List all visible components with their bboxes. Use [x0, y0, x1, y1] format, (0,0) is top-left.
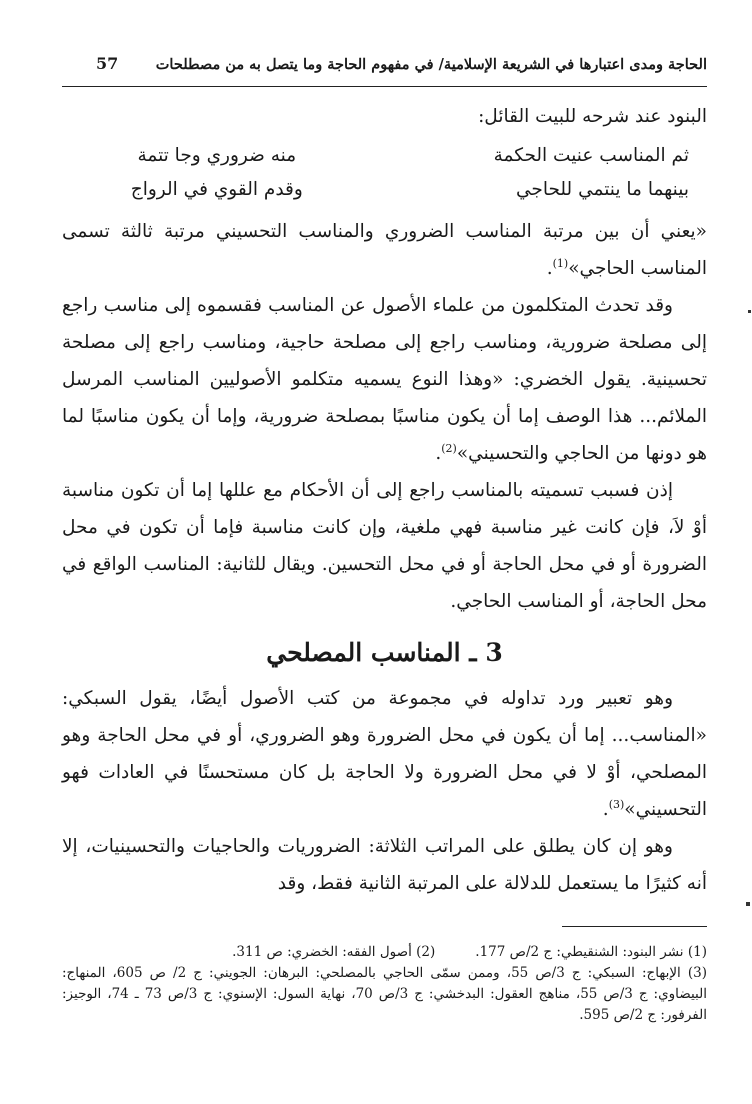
running-title: الحاجة ومدى اعتبارها في الشريعة الإسلامية/ في مفهوم الحاجة وما يتصل به من مصطلحات: [155, 56, 707, 73]
footnote-3: (3) الإبهاج: السبكي: ج 3/ص 55، وممن سمّى الحاجي بالمصلحي: البرهان: الجويني: ج 2/ ص 605، المنهاج: البيضاوي: ج 3/ص 55، مناهج العقول: البدخشي: ج 3/ص 70، نهاية السول: الإسنوي: ج 3/ص 73 ـ 74، الوجيز: الفرفور: ج 2/ص 595.: [62, 965, 707, 1023]
paragraph-text: وهو تعبير ورد تداوله في مجموعة من كتب الأصول أيضًا، يقول السبكي: «المناسب... إما أن يكون في محل الضرورة وهو الضروري، أو في محل الحاجة وهو المصلحي، أوْ لا في محل الضرورة ولا الحاجة بل كان مستحسنًا في العادات فهو التحسيني»: [62, 688, 707, 820]
verse-hemistich-first: ثم المناسب عنيت الحكمة: [493, 145, 689, 166]
footnotes: [62, 942, 707, 1026]
paragraph: [62, 472, 707, 620]
footnote-1: (1) نشر البنود: الشنقيطي: ج 2/ص 177.: [475, 944, 707, 960]
scan-edge-mark: [748, 310, 751, 313]
verse-hemistich-first: بينهما ما ينتمي للحاجي: [516, 179, 689, 200]
paragraph-text: إذن فسبب تسميته بالمناسب راجع إلى أن الأحكام مع عللها إما أن تكون مناسبة أوْ لاَ، فإن كانت غير مناسبة فهي ملغية، وإن كانت مناسبة فإما أن تكون في محل الضرورة أو في محل الحاجة أو في محل التحسين. ويقال للثانية: المناسب الواقع في محل الحاجة، أو المناسب الحاجي.: [62, 480, 707, 612]
verse-line: [62, 173, 707, 207]
verse-line: [62, 139, 707, 173]
paragraph-tail: .: [546, 258, 553, 279]
footnote-separator: [562, 926, 707, 927]
footnote-row: [62, 942, 707, 963]
running-header: [62, 52, 707, 87]
paragraph-tail: .: [435, 443, 442, 464]
section-heading: 3 ـ المناسب المصلحي: [266, 638, 503, 667]
footnote-ref: (3): [608, 797, 625, 811]
paragraph-text: وهو إن كان يطلق على المراتب الثلاثة: الضروريات والحاجيات والتحسينيات، إلا أنه كثيرًا ما يستعمل للدلالة على المرتبة الثانية فقط، وقد: [62, 836, 707, 894]
paragraph: [62, 287, 707, 472]
paragraph-tail: .: [602, 799, 609, 820]
paragraph: [62, 680, 707, 828]
verse-hemistich-second: وقدم القوي في الرواج: [130, 179, 303, 200]
verse-hemistich-second: منه ضروري وجا تتمة: [137, 145, 297, 166]
page-number: 57: [96, 54, 119, 73]
footnote-2: (2) أصول الفقه: الخضري: ص 311.: [232, 944, 436, 960]
main-text: [62, 98, 707, 902]
paragraph-text: وقد تحدث المتكلمون من علماء الأصول عن المناسب فقسموه إلى مناسب راجع إلى مصلحة ضرورية، ومناسب راجع إلى مصلحة حاجية، ومناسب راجع إلى مصلحة تحسينية. يقول الخضري: «وهذا النوع يسميه متكلمو الأصوليين المناسب المرسل الملائم... هذا الوصف إما أن يكون مناسبًا بمصلحة ضرورية، وإما أن يكون مناسبًا لما هو دونها من الحاجي والتحسيني»: [62, 295, 707, 464]
paragraph-text: «يعني أن بين مرتبة المناسب الضروري والمناسب التحسيني مرتبة ثالثة تسمى المناسب الحاجي»: [62, 221, 707, 279]
scan-edge-mark: [746, 902, 750, 906]
poem-verses: [62, 139, 707, 207]
footnote-ref: (1): [552, 256, 569, 270]
paragraph: [62, 213, 707, 287]
footnote-ref: (2): [441, 441, 457, 455]
paragraph: [62, 828, 707, 902]
intro-line: البنود عند شرحه للبيت القائل:: [478, 106, 707, 127]
